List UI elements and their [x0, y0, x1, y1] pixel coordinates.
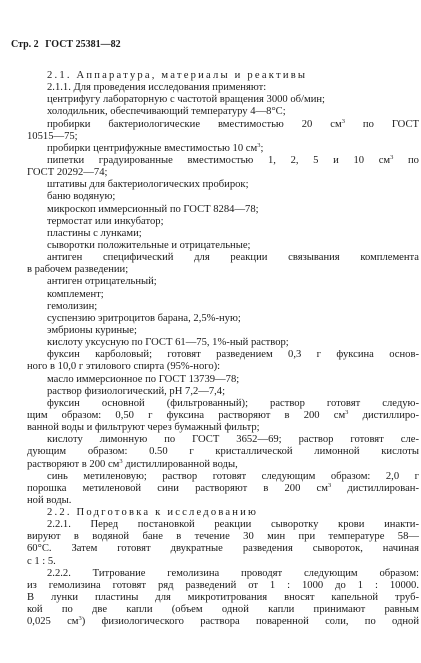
text-line: 2.1.1. Для проведения исследования применяют:: [47, 82, 267, 94]
text-line: пластины с лунками;: [47, 227, 142, 239]
text-line: комплемент;: [47, 288, 104, 300]
text-line: синь метиленовую; раствор готовят следующим образом: 2,0 г: [47, 470, 419, 482]
text-line: растворяют в 200 $см^3$ дистиллированной воды,: [27, 457, 238, 470]
text-line: в рабочем разведении;: [27, 264, 129, 276]
text-line: раствор физиологический, pH 7,2—7,4;: [47, 385, 226, 397]
text-line: пробирки центрифужные вместимостью 10 $см^3$;: [47, 141, 264, 154]
text-line: из гемолизина готовят ряд разведений от 1 : 1000 до 1 : 10000.: [27, 579, 419, 591]
text-line: дующим образом: 0.50 г кристаллической лимонной кислоты: [27, 446, 419, 458]
text-line: ГОСТ 20292—74;: [27, 167, 108, 179]
text-line: штативы для бактериологических пробирок;: [47, 179, 249, 191]
text-line: 0,025 $см^3$) физиологического раствора поваренной соли, по одной: [27, 615, 420, 628]
text-line: суспензию эритроцитов барана, 2,5%-ную;: [47, 312, 241, 324]
text-line: 10515—75;: [27, 130, 78, 142]
section-heading: 2.2. Подготовка к исследованию: [47, 507, 259, 519]
text-line: 60°С. Затем готовят двукратные разведения сывороток, начиная: [27, 543, 419, 555]
text-line: пипетки градуированные вместимостью 1, 2, 5 и 10 $см^3$ по: [47, 153, 419, 166]
text-line: антиген специфический для реакции связывания комплемента: [47, 252, 419, 264]
text-line: сыворотки положительные и отрицательные;: [47, 239, 251, 251]
text-line: кой по две капли (объем одной капли принимают равным: [27, 604, 419, 616]
text-line: ного в 10,0 г этилового спирта (95%-ного):: [27, 361, 221, 373]
text-line: щим образом: 0,50 г фуксина растворяют в 200 $см^3$ дистиллиро-: [27, 408, 420, 421]
text-line: с 1 : 5.: [27, 555, 56, 567]
text-line: гемолизин;: [47, 300, 98, 312]
text-line: фуксин основной (фильтрованный); раствор готовят следую-: [47, 397, 419, 409]
text-line: В лунки пластины для микротитрования вносят капельной труб-: [27, 592, 419, 604]
text-line: 2.2.2. Титрование гемолизина проводят следующим образом:: [47, 567, 419, 579]
text-line: фуксин карболовый; готовят разведением 0,3 г фуксина основ-: [47, 349, 419, 361]
text-line: 2.2.1. Перед постановкой реакции сыворотку крови инакти-: [47, 519, 419, 531]
page-number-label: Стр. 2: [11, 39, 39, 50]
text-line: холодильник, обеспечивающий температуру 4—8°С;: [47, 106, 286, 118]
text-line: центрифугу лабораторную с частотой вращения 3000 об/мин;: [47, 94, 325, 106]
text-line: кислоту уксусную по ГОСТ 61—75, 1%-ный раствор;: [47, 337, 289, 349]
text-line: ной воды.: [27, 494, 72, 506]
text-line: вируют в водяной бане в течение 30 мин при температуре 58—: [27, 531, 419, 543]
text-line: микроскоп иммерсионный по ГОСТ 8284—78;: [47, 203, 259, 215]
text-line: кислоту лимонную по ГОСТ 3652—69; раствор готовят сле-: [47, 434, 419, 446]
text-line: баню водяную;: [47, 191, 116, 203]
text-line: пробирки бактериологические вместимостью 20 $см^3$ по ГОСТ: [47, 117, 419, 130]
text-line: порошка метиленовой сини растворяют в 200 $см^3$ дистиллирован-: [27, 481, 419, 494]
page-header: [11, 39, 121, 50]
text-line: эмбрионы куриные;: [47, 324, 137, 336]
section-heading: 2.1. Аппаратура, материалы и реактивы: [47, 70, 308, 81]
text-line: термостат или инкубатор;: [47, 215, 164, 227]
text-line: ванной воды и фильтруют через бумажный фильтр;: [27, 422, 260, 434]
document-body: [27, 70, 419, 628]
text-line: масло иммерсионное по ГОСТ 13739—78;: [47, 373, 240, 385]
text-line: антиген отрицательный;: [47, 276, 157, 288]
standard-designation: ГОСТ 25381—82: [45, 39, 121, 50]
